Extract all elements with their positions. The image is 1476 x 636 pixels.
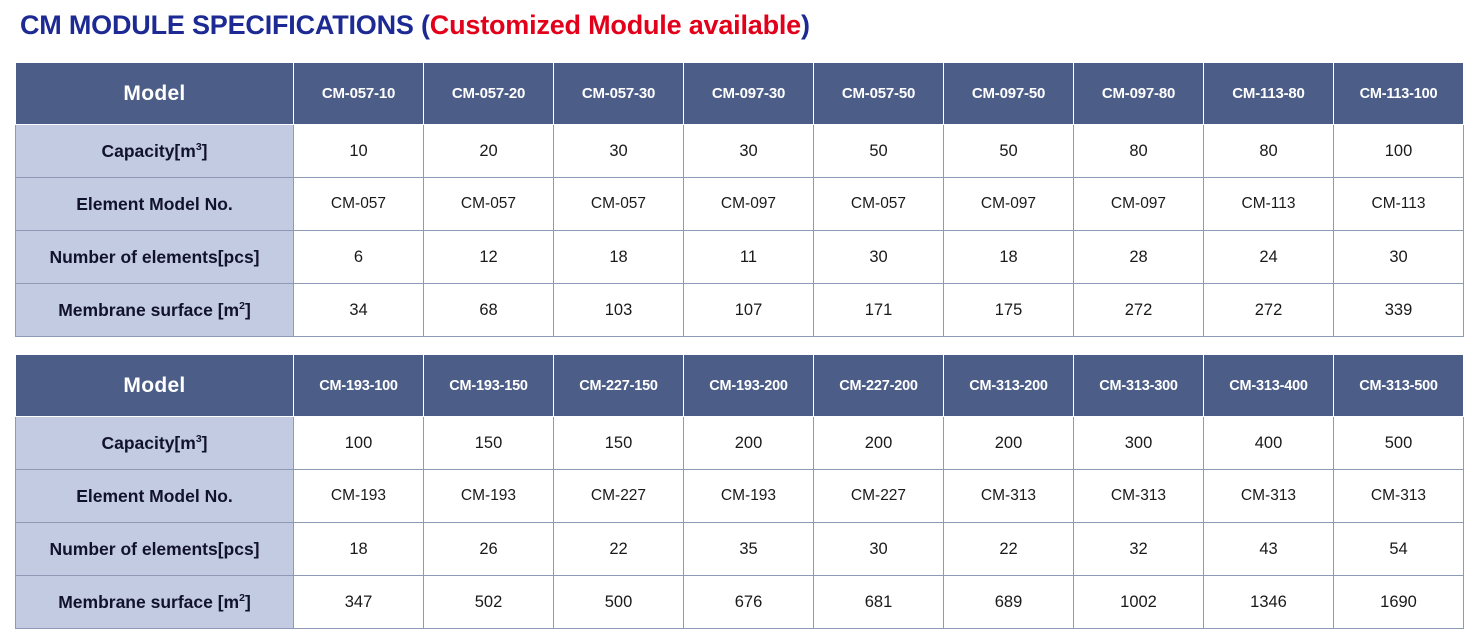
column-header-model: CM-057-50 bbox=[814, 63, 944, 125]
column-header-model: CM-313-200 bbox=[944, 355, 1074, 417]
column-header-model: CM-113-80 bbox=[1204, 63, 1334, 125]
table-cell: 200 bbox=[944, 417, 1074, 470]
table-cell: 676 bbox=[684, 576, 814, 629]
table-cell: 347 bbox=[294, 576, 424, 629]
table-cell: 10 bbox=[294, 125, 424, 178]
row-label: Membrane surface $[m^2]$ bbox=[16, 576, 294, 629]
table-row bbox=[16, 284, 1464, 337]
header-model-label: Model bbox=[16, 63, 294, 125]
table-cell: 150 bbox=[424, 417, 554, 470]
row-label: Element Model No. bbox=[16, 470, 294, 523]
table-cell: 30 bbox=[814, 523, 944, 576]
table-cell: 28 bbox=[1074, 231, 1204, 284]
table-cell: CM-097 bbox=[944, 178, 1074, 231]
row-label: Element Model No. bbox=[16, 178, 294, 231]
table-cell: 11 bbox=[684, 231, 814, 284]
table-cell: CM-193 bbox=[684, 470, 814, 523]
table-cell: 80 bbox=[1204, 125, 1334, 178]
table-cell: 30 bbox=[814, 231, 944, 284]
row-label: $Capacity[m^3]$ bbox=[16, 125, 294, 178]
table-cell: 68 bbox=[424, 284, 554, 337]
table-row bbox=[16, 523, 1464, 576]
table-cell: 300 bbox=[1074, 417, 1204, 470]
table-cell: 26 bbox=[424, 523, 554, 576]
table-cell: 175 bbox=[944, 284, 1074, 337]
table-cell: 1002 bbox=[1074, 576, 1204, 629]
table-cell: 689 bbox=[944, 576, 1074, 629]
table-cell: 18 bbox=[944, 231, 1074, 284]
column-header-model: CM-313-300 bbox=[1074, 355, 1204, 417]
column-header-model: CM-097-30 bbox=[684, 63, 814, 125]
table-cell: 339 bbox=[1334, 284, 1464, 337]
table-cell: 100 bbox=[294, 417, 424, 470]
table-cell: 30 bbox=[1334, 231, 1464, 284]
table-cell: CM-313 bbox=[1074, 470, 1204, 523]
table-cell: CM-057 bbox=[554, 178, 684, 231]
table-cell: 1690 bbox=[1334, 576, 1464, 629]
table-cell: CM-113 bbox=[1204, 178, 1334, 231]
row-label: $Capacity[m^3]$ bbox=[16, 417, 294, 470]
table-cell: 12 bbox=[424, 231, 554, 284]
table-cell: 30 bbox=[684, 125, 814, 178]
table-cell: 200 bbox=[684, 417, 814, 470]
table-row bbox=[16, 125, 1464, 178]
table-cell: 171 bbox=[814, 284, 944, 337]
table-cell: 502 bbox=[424, 576, 554, 629]
column-header-model: CM-193-200 bbox=[684, 355, 814, 417]
table-cell: CM-097 bbox=[684, 178, 814, 231]
table-cell: 18 bbox=[554, 231, 684, 284]
table-cell: CM-313 bbox=[1334, 470, 1464, 523]
table-cell: 20 bbox=[424, 125, 554, 178]
table-cell: 500 bbox=[1334, 417, 1464, 470]
table-cell: 272 bbox=[1074, 284, 1204, 337]
table-cell: 35 bbox=[684, 523, 814, 576]
table-row bbox=[16, 178, 1464, 231]
page-title-tail: ) bbox=[800, 10, 810, 40]
table-cell: CM-313 bbox=[944, 470, 1074, 523]
page-title-highlight: Customized Module available bbox=[429, 10, 801, 40]
table-row bbox=[16, 231, 1464, 284]
table-cell: 1346 bbox=[1204, 576, 1334, 629]
table-cell: 80 bbox=[1074, 125, 1204, 178]
table-row bbox=[16, 417, 1464, 470]
table-cell: CM-057 bbox=[814, 178, 944, 231]
table-cell: 43 bbox=[1204, 523, 1334, 576]
column-header-model: CM-057-10 bbox=[294, 63, 424, 125]
table-cell: 400 bbox=[1204, 417, 1334, 470]
table-header-row bbox=[16, 63, 1464, 125]
page-title-main: CM MODULE SPECIFICATIONS ( bbox=[20, 10, 430, 40]
table-cell: 107 bbox=[684, 284, 814, 337]
table-cell: 150 bbox=[554, 417, 684, 470]
page-title bbox=[20, 10, 810, 41]
column-header-model: CM-057-20 bbox=[424, 63, 554, 125]
table-cell: 50 bbox=[944, 125, 1074, 178]
spec-table-1 bbox=[15, 62, 1464, 337]
column-header-model: CM-097-50 bbox=[944, 63, 1074, 125]
table-cell: 200 bbox=[814, 417, 944, 470]
table-cell: 54 bbox=[1334, 523, 1464, 576]
table-cell: CM-057 bbox=[424, 178, 554, 231]
table-cell: 18 bbox=[294, 523, 424, 576]
table-cell: 34 bbox=[294, 284, 424, 337]
table-cell: CM-313 bbox=[1204, 470, 1334, 523]
table-cell: CM-227 bbox=[554, 470, 684, 523]
column-header-model: CM-057-30 bbox=[554, 63, 684, 125]
table-row bbox=[16, 576, 1464, 629]
table-cell: CM-113 bbox=[1334, 178, 1464, 231]
header-model-label: Model bbox=[16, 355, 294, 417]
column-header-model: CM-227-200 bbox=[814, 355, 944, 417]
row-label: Number of elements[pcs] bbox=[16, 523, 294, 576]
table-cell: CM-227 bbox=[814, 470, 944, 523]
table-cell: 6 bbox=[294, 231, 424, 284]
column-header-model: CM-097-80 bbox=[1074, 63, 1204, 125]
table-cell: 32 bbox=[1074, 523, 1204, 576]
table-cell: CM-097 bbox=[1074, 178, 1204, 231]
table-cell: CM-057 bbox=[294, 178, 424, 231]
table-cell: 22 bbox=[944, 523, 1074, 576]
column-header-model: CM-313-500 bbox=[1334, 355, 1464, 417]
row-label: Number of elements[pcs] bbox=[16, 231, 294, 284]
column-header-model: CM-227-150 bbox=[554, 355, 684, 417]
table-cell: 681 bbox=[814, 576, 944, 629]
table-header-row bbox=[16, 355, 1464, 417]
table-cell: 103 bbox=[554, 284, 684, 337]
column-header-model: CM-113-100 bbox=[1334, 63, 1464, 125]
table-row bbox=[16, 470, 1464, 523]
column-header-model: CM-193-150 bbox=[424, 355, 554, 417]
table-cell: CM-193 bbox=[294, 470, 424, 523]
column-header-model: CM-193-100 bbox=[294, 355, 424, 417]
column-header-model: CM-313-400 bbox=[1204, 355, 1334, 417]
table-cell: 30 bbox=[554, 125, 684, 178]
table-cell: 100 bbox=[1334, 125, 1464, 178]
spec-table-2 bbox=[15, 354, 1464, 629]
table-cell: 50 bbox=[814, 125, 944, 178]
table-cell: 24 bbox=[1204, 231, 1334, 284]
table-cell: 272 bbox=[1204, 284, 1334, 337]
table-cell: CM-193 bbox=[424, 470, 554, 523]
row-label: Membrane surface $[m^2]$ bbox=[16, 284, 294, 337]
table-cell: 500 bbox=[554, 576, 684, 629]
table-cell: 22 bbox=[554, 523, 684, 576]
